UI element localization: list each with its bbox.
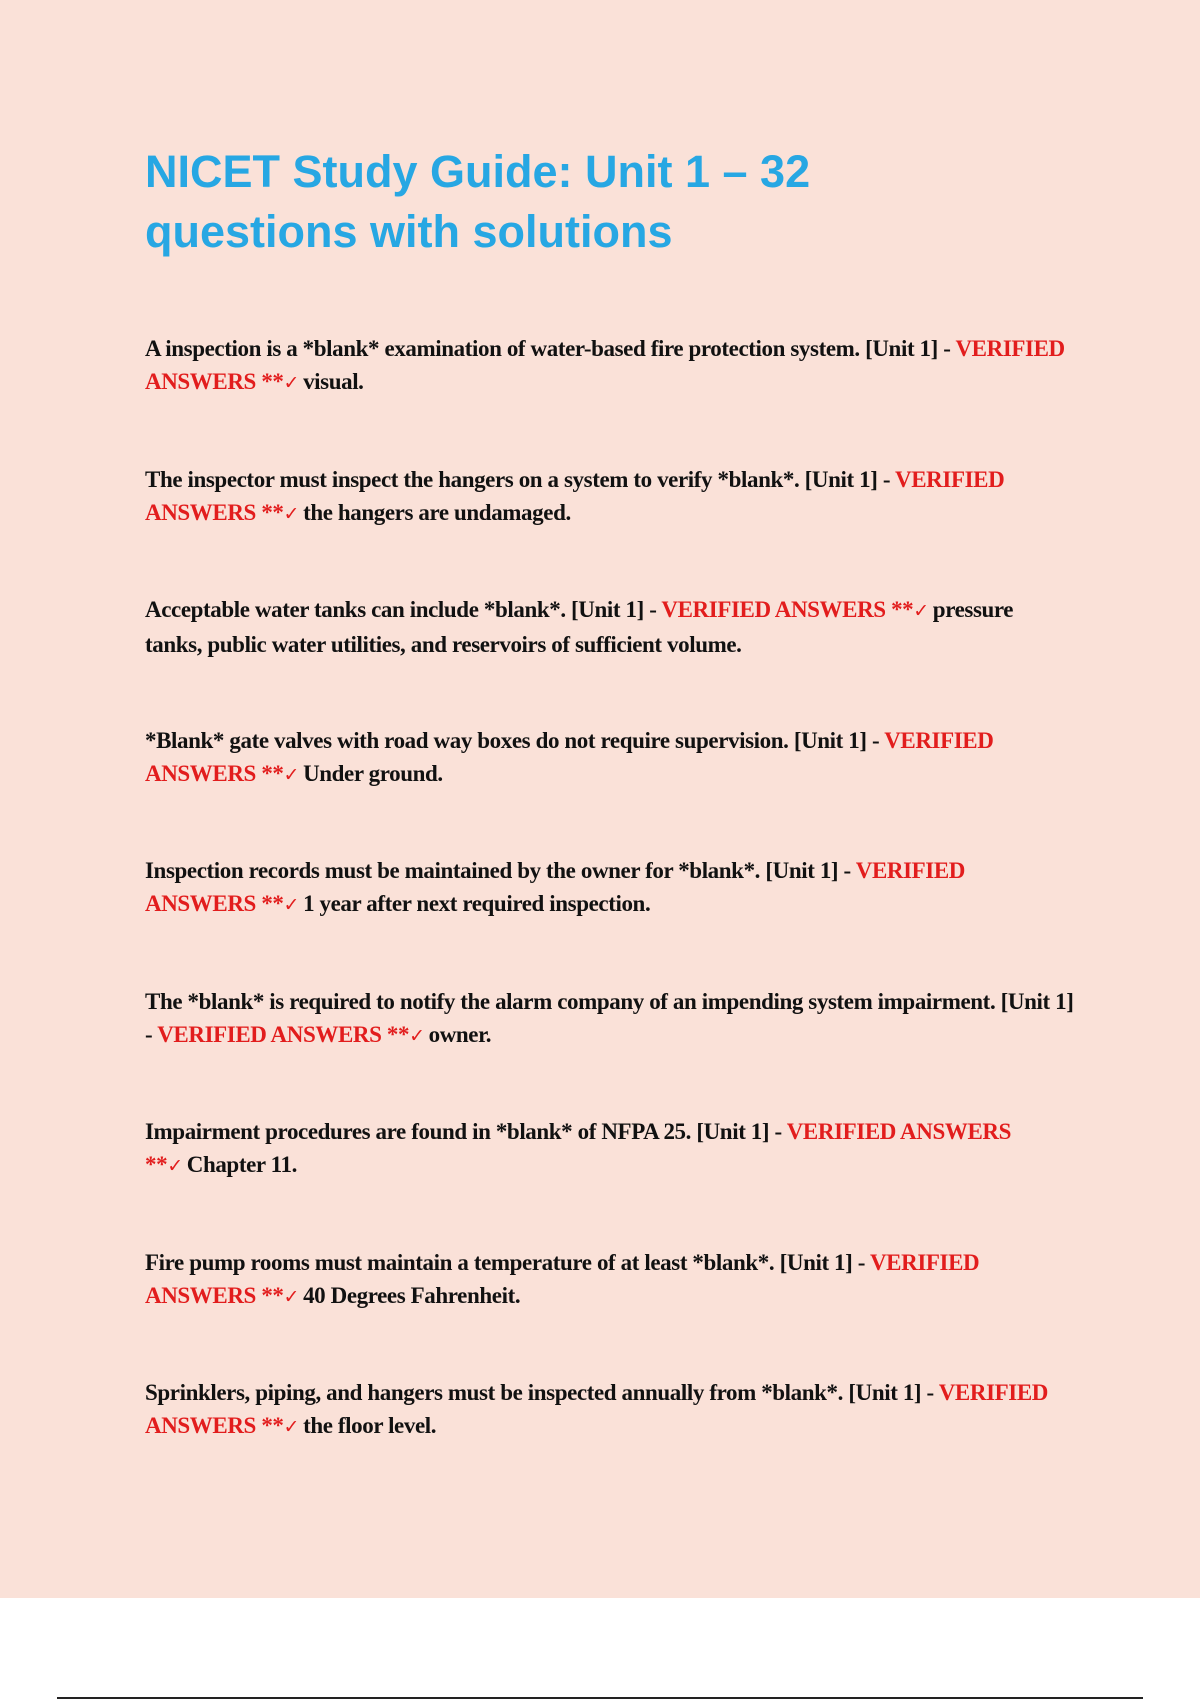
answer-marker-stars: ** [386, 1021, 410, 1047]
question-text: Impairment procedures are found in *blank* of NFPA 25. [Unit 1] - [145, 1119, 782, 1144]
answer-marker-stars: ** [261, 760, 284, 786]
question-text: Fire pump rooms must maintain a temperature of at least *blank*. [Unit 1] - [145, 1249, 866, 1275]
footer-divider [57, 1697, 1143, 1699]
answer-text: 1 year after next required inspection. [303, 891, 651, 916]
check-icon: ✓ [283, 372, 300, 394]
question-item [145, 985, 1075, 1116]
question-item [145, 463, 1075, 594]
answer-text: pressure tanks, public water utilities, and reservoirs of sufficient volume. [145, 597, 1014, 657]
question-text: A inspection is a *blank* examination of water-based fire protection system. [Unit 1] - [145, 336, 951, 361]
question-text: The *blank* is required to notify the alarm company of an impending system impairment. [Unit 1] - [145, 988, 1074, 1047]
verified-answers-label: VERIFIED ANSWERS [145, 1249, 980, 1308]
answer-text: visual. [303, 369, 364, 394]
answer-marker-stars: ** [261, 1282, 284, 1308]
answer-marker-stars: ** [261, 891, 284, 916]
check-icon: ✓ [409, 1024, 425, 1047]
answer-marker-stars: ** [891, 597, 914, 622]
question-text: Sprinklers, piping, and hangers must be inspected annually from *blank*. [Unit 1] - [145, 1380, 934, 1405]
answer-marker-stars: ** [145, 1152, 168, 1177]
answer-text: Chapter 11. [186, 1152, 297, 1177]
answer-text: Under ground. [303, 760, 443, 786]
check-icon: ✓ [283, 502, 300, 525]
verified-answers-label: VERIFIED ANSWERS [145, 466, 1005, 525]
question-text: Acceptable water tanks can include *blank*. [Unit 1] - [145, 597, 657, 622]
check-icon: ✓ [283, 1416, 300, 1438]
question-item [145, 1376, 1075, 1507]
question-item [145, 593, 1075, 724]
verified-answers-label: VERIFIED ANSWERS [786, 1119, 1012, 1144]
answer-text: owner. [428, 1021, 492, 1047]
answer-marker-stars: ** [261, 1413, 284, 1438]
answer-text: 40 Degrees Fahrenheit. [303, 1282, 521, 1308]
answer-marker-stars: ** [261, 369, 284, 394]
answer-text: the floor level. [303, 1413, 437, 1438]
question-text: The inspector must inspect the hangers on a system to verify *blank*. [Unit 1] - [145, 466, 891, 492]
question-item [145, 724, 1075, 855]
question-item [145, 1246, 1075, 1377]
verified-answers-label: VERIFIED ANSWERS [145, 727, 994, 786]
verified-answers-label: VERIFIED ANSWERS [157, 1021, 382, 1047]
answer-marker-stars: ** [261, 499, 284, 525]
document-title: NICET Study Guide: Unit 1 – 32 questions with solutions [145, 146, 811, 257]
verified-answers-label: VERIFIED ANSWERS [145, 1380, 1048, 1438]
verified-answers-label: VERIFIED ANSWERS [145, 858, 965, 916]
question-text: Inspection records must be maintained by the owner for *blank*. [Unit 1] - [145, 858, 851, 883]
question-item [145, 332, 1075, 463]
question-item [145, 854, 1075, 985]
check-icon: ✓ [283, 1285, 300, 1308]
check-icon: ✓ [283, 894, 300, 916]
answer-text: the hangers are undamaged. [303, 499, 571, 525]
check-icon: ✓ [283, 763, 300, 786]
verified-answers-label: VERIFIED ANSWERS [145, 336, 1065, 394]
question-text: *Blank* gate valves with road way boxes do not require supervision. [Unit 1] - [145, 727, 880, 753]
check-icon: ✓ [167, 1155, 183, 1177]
question-list [145, 332, 1075, 1507]
check-icon: ✓ [913, 600, 929, 622]
verified-answers-label: VERIFIED ANSWERS [661, 597, 886, 622]
question-item [145, 1115, 1075, 1246]
